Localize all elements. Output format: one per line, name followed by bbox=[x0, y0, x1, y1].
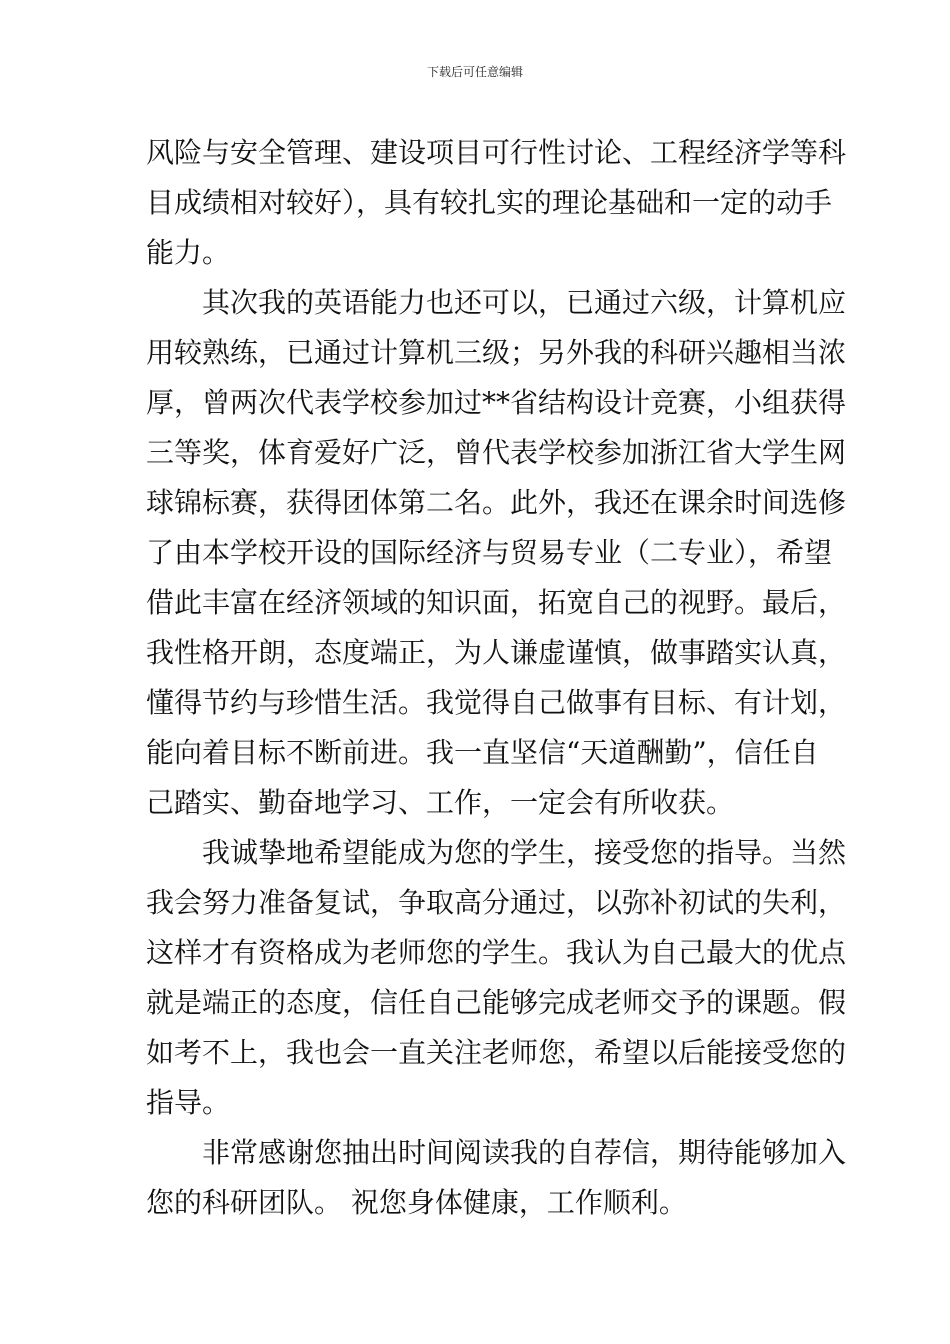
text-line: 指导。 bbox=[146, 1086, 231, 1119]
text-line: 三等奖，体育爱好广泛，曾代表学校参加浙江省大学生网 bbox=[146, 436, 847, 469]
paragraph-start-line: 其次我的英语能力也还可以，已通过六级，计算机应 bbox=[202, 286, 847, 319]
text-line: 这样才有资格成为老师您的学生。我认为自己最大的优点 bbox=[146, 936, 847, 969]
text-line: 厚，曾两次代表学校参加过**省结构设计竞赛，小组获得 bbox=[146, 386, 847, 419]
text-line: 风险与安全管理、建设项目可行性讨论、工程经济学等科 bbox=[146, 136, 847, 169]
page-header: 下载后可任意编辑 bbox=[426, 65, 523, 79]
text-line: 用较熟练，已通过计算机三级；另外我的科研兴趣相当浓 bbox=[146, 336, 847, 369]
text-line: 了由本学校开设的国际经济与贸易专业（二专业），希望 bbox=[146, 536, 833, 569]
text-line: 您的科研团队。 祝您身体健康，工作顺利。 bbox=[146, 1186, 687, 1219]
paragraph-start-line: 我诚挚地希望能成为您的学生，接受您的指导。当然 bbox=[202, 836, 847, 869]
text-line: 懂得节约与珍惜生活。我觉得自己做事有目标、有计划， bbox=[146, 686, 847, 719]
text-line: 如考不上，我也会一直关注老师您，希望以后能接受您的 bbox=[146, 1036, 847, 1069]
text-line: 目成绩相对较好），具有较扎实的理论基础和一定的动手 bbox=[146, 186, 833, 219]
document-body bbox=[146, 128, 847, 1228]
text-line: 己踏实、勤奋地学习、工作，一定会有所收获。 bbox=[146, 786, 735, 819]
text-line: 能力。 bbox=[146, 236, 231, 269]
text-line: 借此丰富在经济领域的知识面，拓宽自己的视野。最后， bbox=[146, 586, 847, 619]
paragraph-start-line: 非常感谢您抽出时间阅读我的自荐信，期待能够加入 bbox=[202, 1136, 847, 1169]
text-line: 能向着目标不断前进。我一直坚信“天道酬勤”，信任自 bbox=[146, 736, 819, 769]
text-line: 我性格开朗，态度端正，为人谦虚谨慎，做事踏实认真， bbox=[146, 636, 847, 669]
text-line: 我会努力准备复试，争取高分通过，以弥补初试的失利， bbox=[146, 886, 847, 919]
text-line: 球锦标赛，获得团体第二名。此外，我还在课余时间选修 bbox=[146, 486, 847, 519]
text-line: 就是端正的态度，信任自己能够完成老师交予的课题。假 bbox=[146, 986, 847, 1019]
